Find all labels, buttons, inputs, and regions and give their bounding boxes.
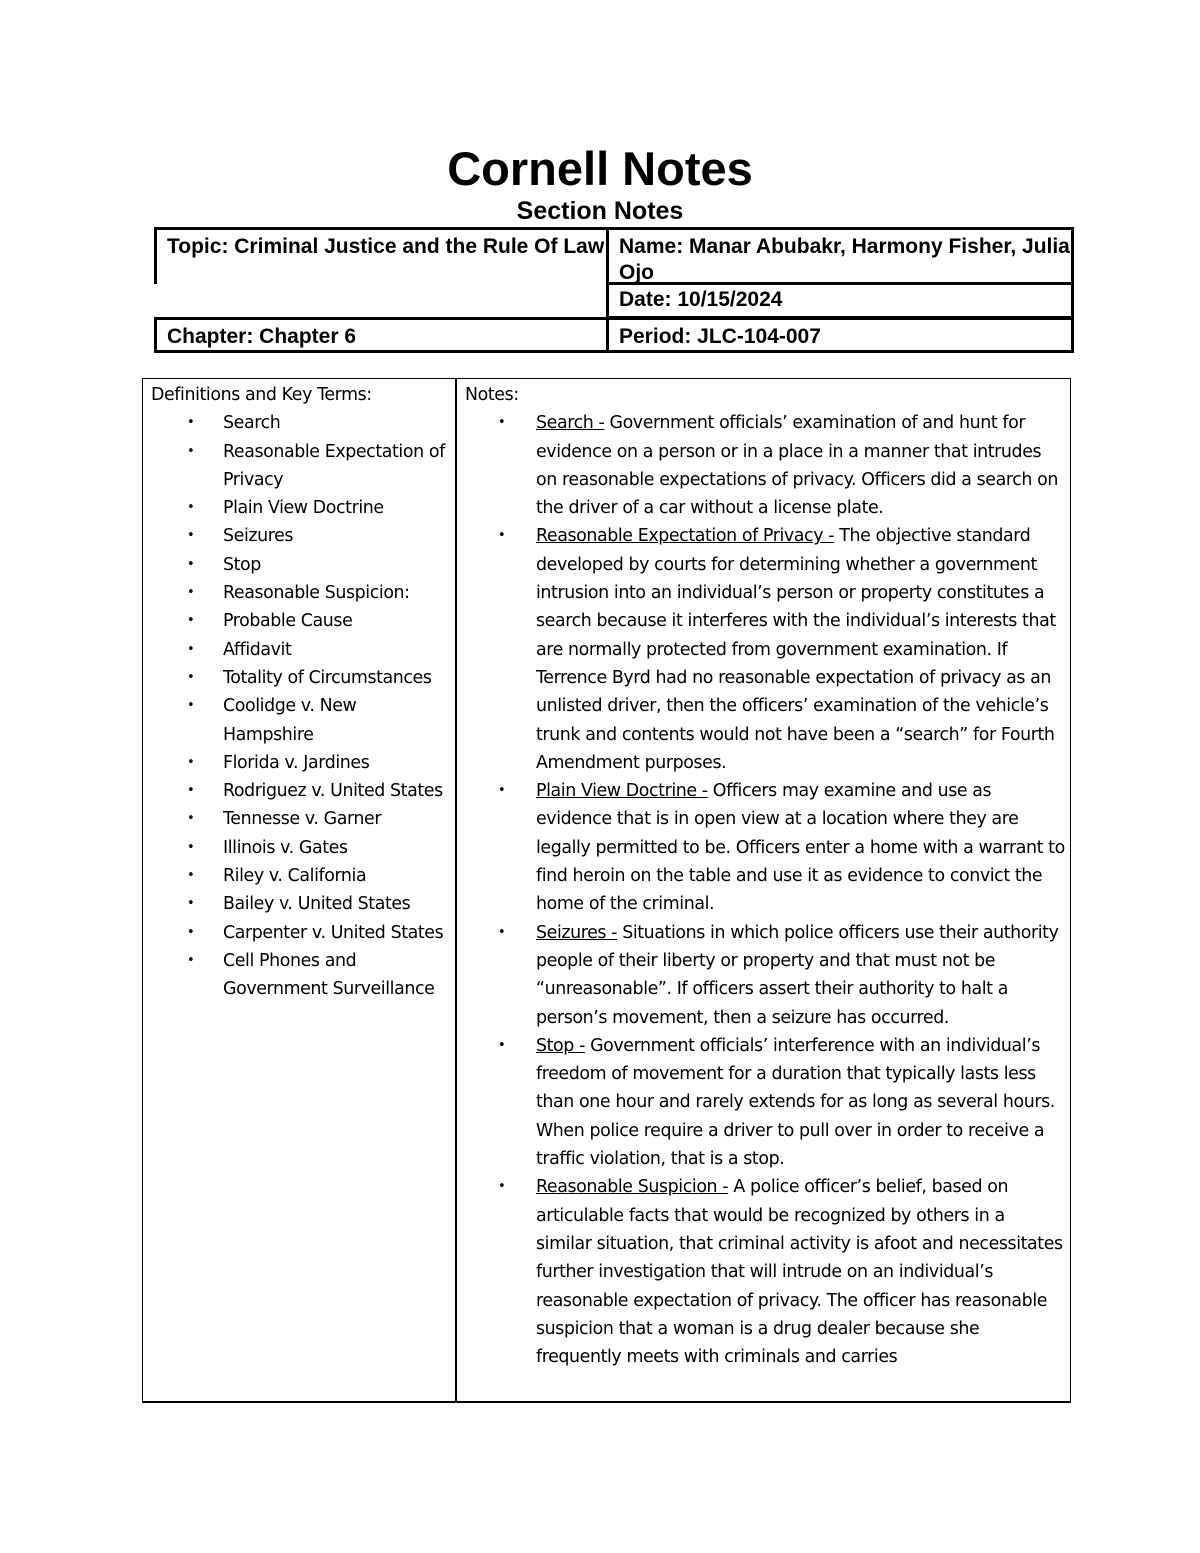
key-term-label: Tennesse v. Garner <box>223 809 382 830</box>
note-term: Plain View Doctrine - <box>536 781 708 802</box>
key-term-item <box>151 947 451 1004</box>
note-definition: Situations in which police officers use their authority people of their liberty or property and that must not be “unreasonable”. If officers assert their authority to halt a person’s movement, then a seizure has occurred. <box>536 922 1059 1028</box>
key-term-item <box>151 607 451 635</box>
date-field: Date: 10/15/2024 <box>606 283 1074 319</box>
bullet-icon: • <box>498 1179 506 1195</box>
bullet-icon: • <box>187 783 195 799</box>
key-term-label: Search <box>223 413 281 434</box>
key-term-label: Illinois v. Gates <box>223 837 348 858</box>
key-term-item <box>151 862 451 890</box>
note-item <box>465 1032 1065 1173</box>
note-item <box>465 1173 1065 1371</box>
bullet-icon: • <box>187 811 195 827</box>
note-item <box>465 409 1065 522</box>
page-subtitle: Section Notes <box>516 197 684 225</box>
note-definition: Officers may examine and use as evidence that is in open view at a location where they are legally permitted to be. Officers enter a home with a warrant to find heroin on the table and use it as evidence to convict the home of the criminal. <box>536 781 1065 915</box>
key-term-item <box>151 834 451 862</box>
key-term-label: Plain View Doctrine <box>223 498 384 519</box>
chapter-field: Chapter: Chapter 6 <box>154 317 606 353</box>
key-term-item <box>151 805 451 833</box>
key-term-label: Florida v. Jardines <box>223 752 370 773</box>
name-field: Name: Manar Abubakr, Harmony Fisher, Julia Ojo <box>606 227 1074 285</box>
bullet-icon: • <box>187 868 195 884</box>
key-term-item <box>151 777 451 805</box>
key-term-label: Cell Phones and Government Surveillance <box>223 950 435 1000</box>
notes-heading: Notes: <box>465 385 519 405</box>
period-field: Period: JLC-104-007 <box>606 317 1074 353</box>
key-term-label: Carpenter v. United States <box>223 922 444 943</box>
notes-list <box>465 409 1065 1371</box>
note-term: Seizures - <box>536 922 618 943</box>
bullet-icon: • <box>187 896 195 912</box>
bullet-icon: • <box>498 1037 506 1053</box>
note-term: Search - <box>536 413 605 434</box>
bullet-icon: • <box>187 754 195 770</box>
key-term-item <box>151 919 451 947</box>
bullet-icon: • <box>187 613 195 629</box>
key-term-label: Stop <box>223 554 261 575</box>
key-term-item <box>151 636 451 664</box>
note-term: Stop - <box>536 1035 585 1056</box>
key-term-item <box>151 494 451 522</box>
key-term-item <box>151 692 451 749</box>
key-term-item <box>151 409 451 437</box>
note-definition: Government officials’ examination of and hunt for evidence on a person or in a place in a manner that intrudes on reasonable expectations of privacy. Officers did a search on the driver of a car without a license plate. <box>536 413 1058 519</box>
key-term-label: Rodriguez v. United States <box>223 781 443 802</box>
key-term-item <box>151 522 451 550</box>
note-term: Reasonable Suspicion - <box>536 1177 729 1198</box>
bullet-icon: • <box>498 924 506 940</box>
note-item <box>465 777 1065 918</box>
key-term-label: Riley v. California <box>223 866 367 887</box>
key-term-label: Probable Cause <box>223 611 353 632</box>
bullet-icon: • <box>498 783 506 799</box>
bullet-icon: • <box>187 839 195 855</box>
note-item <box>465 919 1065 1032</box>
key-term-label: Totality of Circumstances <box>223 667 432 688</box>
key-term-item <box>151 749 451 777</box>
cornell-notes-table <box>142 378 1071 1403</box>
key-terms-heading: Definitions and Key Terms: <box>151 385 372 405</box>
notes-column <box>465 381 1065 1371</box>
bullet-icon: • <box>187 556 195 572</box>
key-terms-list <box>151 409 451 1003</box>
key-term-item <box>151 890 451 918</box>
key-terms-column <box>151 381 451 1004</box>
key-term-label: Reasonable Expectation of Privacy <box>223 441 445 490</box>
bullet-icon: • <box>187 585 195 601</box>
bullet-icon: • <box>187 500 195 516</box>
note-definition: A police officer’s belief, based on articulable facts that would be recognized by others in a similar situation, that criminal activity is afoot and necessitates further investigation that will intrude on an individual’s reasonable expectation of privacy. The officer has reasonable suspicion that a woman is a drug dealer because she frequently meets with criminals and carries <box>536 1177 1063 1368</box>
key-term-item <box>151 438 451 495</box>
key-term-label: Bailey v. United States <box>223 894 411 915</box>
bullet-icon: • <box>187 669 195 685</box>
note-definition: The objective standard developed by courts for determining whether a government intrusion into an individual’s person or property constitutes a search because it interferes with the individual’s interests that are normally protected from government examination. If Terrence Byrd had no reasonable expectation of privacy as an unlisted driver, then the officers’ examination of the vehicle’s trunk and contents would not have been a “search” for Fourth Amendment purposes. <box>536 526 1056 773</box>
bullet-icon: • <box>187 924 195 940</box>
page-title: Cornell Notes <box>447 142 753 195</box>
bullet-icon: • <box>498 528 506 544</box>
bullet-icon: • <box>187 698 195 714</box>
note-item <box>465 522 1065 777</box>
column-divider <box>455 379 457 1401</box>
topic-field: Topic: Criminal Justice and the Rule Of Law <box>154 227 606 284</box>
key-term-item <box>151 551 451 579</box>
key-term-label: Coolidge v. New Hampshire <box>223 696 357 745</box>
bullet-icon: • <box>187 443 195 459</box>
key-term-label: Seizures <box>223 526 294 547</box>
bullet-icon: • <box>187 528 195 544</box>
key-term-item <box>151 579 451 607</box>
bullet-icon: • <box>187 641 195 657</box>
key-term-item <box>151 664 451 692</box>
bullet-icon: • <box>187 415 195 431</box>
bullet-icon: • <box>498 415 506 431</box>
key-term-label: Reasonable Suspicion: <box>223 583 410 604</box>
note-term: Reasonable Expectation of Privacy - <box>536 526 835 547</box>
bullet-icon: • <box>187 952 195 968</box>
key-term-label: Affidavit <box>223 639 292 660</box>
note-definition: Government officials’ interference with an individual’s freedom of movement for a duration that typically lasts less than one hour and rarely extends for as long as several hours. When police require a driver to pull over in order to receive a traffic violation, that is a stop. <box>536 1035 1055 1170</box>
